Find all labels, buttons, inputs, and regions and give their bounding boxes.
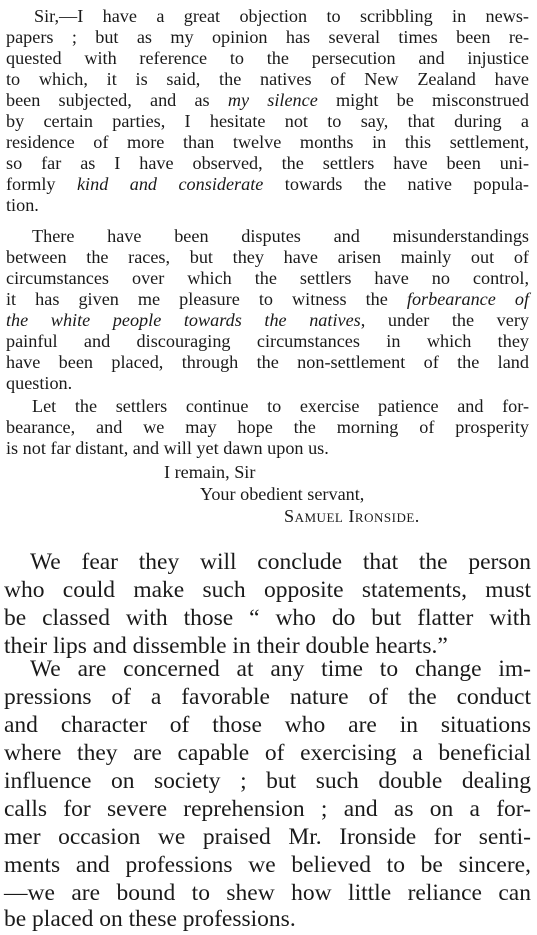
letter-text: painful and discouraging circumstances in which they: [6, 331, 529, 351]
letter-text: , under the very: [360, 310, 529, 330]
letter-closing: I remain, Sir: [164, 462, 256, 482]
letter-line-6: [6, 111, 529, 132]
letter-text: so far as I have observed, the settlers have been uni-: [6, 153, 529, 173]
letter-text: been subjected, and as: [6, 90, 228, 110]
commentary-line-14: be placed on these professions.: [4, 906, 296, 932]
commentary-line-1: We fear they will conclude that the person: [30, 549, 531, 575]
commentary-line-12: ments and professions we believed to be sincere,: [4, 852, 531, 878]
letter-emphasis: forbearance of: [406, 289, 529, 309]
commentary-line-8: where they are capable of exercising a beneficial: [4, 740, 531, 766]
letter-line-10: [6, 195, 529, 216]
letter-text: might be misconstrued: [317, 90, 530, 110]
letter-line-21: [6, 438, 529, 459]
letter-text: Let the settlers continue to exercise patience and for-: [32, 396, 529, 416]
letter-text: towards the native popula-: [263, 174, 529, 194]
letter-line-9: [6, 174, 529, 195]
letter-signature: Samuel Ironside.: [284, 506, 420, 526]
commentary-line-13: —we are bound to shew how little reliance can: [4, 880, 531, 906]
letter-text: Sir,—I have a great objection to scribbling in news-: [34, 6, 529, 26]
letter-text: residence of more than twelve months in this settlement,: [6, 132, 529, 152]
letter-line-17: [6, 352, 529, 373]
letter-line-5: [6, 90, 529, 111]
letter-text: by certain parties, I hesitate not to say, that during a: [6, 111, 529, 131]
letter-text: papers ; but as my opinion has several times been re-: [6, 27, 529, 47]
commentary-line-6: pressions of a favorable nature of the conduct: [4, 684, 531, 710]
letter-text: circumstances over which the settlers have no control,: [6, 268, 529, 288]
commentary-line-2: who could make such opposite statements, must: [4, 577, 531, 603]
letter-valediction: Your obedient servant,: [200, 484, 365, 504]
letter-text: bearance, and we may hope the morning of prosperity: [6, 417, 529, 437]
commentary-line-5: We are concerned at any time to change im-: [30, 656, 531, 682]
letter-line-15: [6, 310, 529, 331]
letter-line-3: [6, 48, 529, 69]
letter-text: question.: [6, 373, 73, 393]
letter-emphasis: kind and considerate: [76, 174, 264, 194]
letter-text: is not far distant, and will yet dawn upon us.: [6, 438, 329, 458]
letter-line-18: [6, 373, 529, 394]
letter-text: quested with reference to the persecution and injustice: [6, 48, 529, 68]
letter-line-7: [6, 132, 529, 153]
letter-text: There have been disputes and misunderstandings: [32, 226, 529, 246]
commentary-line-7: and character of those who are in situations: [4, 712, 531, 738]
commentary-line-3: be classed with those “ who do but flatter with: [4, 605, 531, 631]
letter-text: between the races, but they have arisen mainly out of: [6, 247, 529, 267]
letter-line-12: [6, 247, 529, 268]
letter-line-2: [6, 27, 529, 48]
letter-text: tion.: [6, 195, 39, 215]
letter-line-20: [6, 417, 529, 438]
letter-text: to which, it is said, the natives of New Zealand have: [6, 69, 529, 89]
letter-emphasis: the white people towards the natives: [6, 310, 361, 330]
letter-text: formly: [6, 174, 77, 194]
letter-line-16: [6, 331, 529, 352]
commentary-line-10: calls for severe reprehension ; and as on a for-: [4, 796, 531, 822]
letter-text: have been placed, through the non-settlement of the land: [6, 352, 529, 372]
letter-line-8: [6, 153, 529, 174]
letter-line-1: [6, 6, 529, 27]
commentary-line-4: their lips and dissemble in their double hearts.”: [4, 633, 448, 659]
letter-line-4: [6, 69, 529, 90]
letter-line-19: [6, 396, 529, 417]
commentary-line-9: influence on society ; but such double dealing: [4, 768, 531, 794]
commentary-line-11: mer occasion we praised Mr. Ironside for senti-: [4, 824, 531, 850]
letter-line-14: [6, 289, 529, 310]
letter-line-13: [6, 268, 529, 289]
letter-text: it has given me pleasure to witness the: [6, 289, 407, 309]
letter-line-11: [6, 226, 529, 247]
letter-emphasis: my silence: [227, 90, 318, 110]
